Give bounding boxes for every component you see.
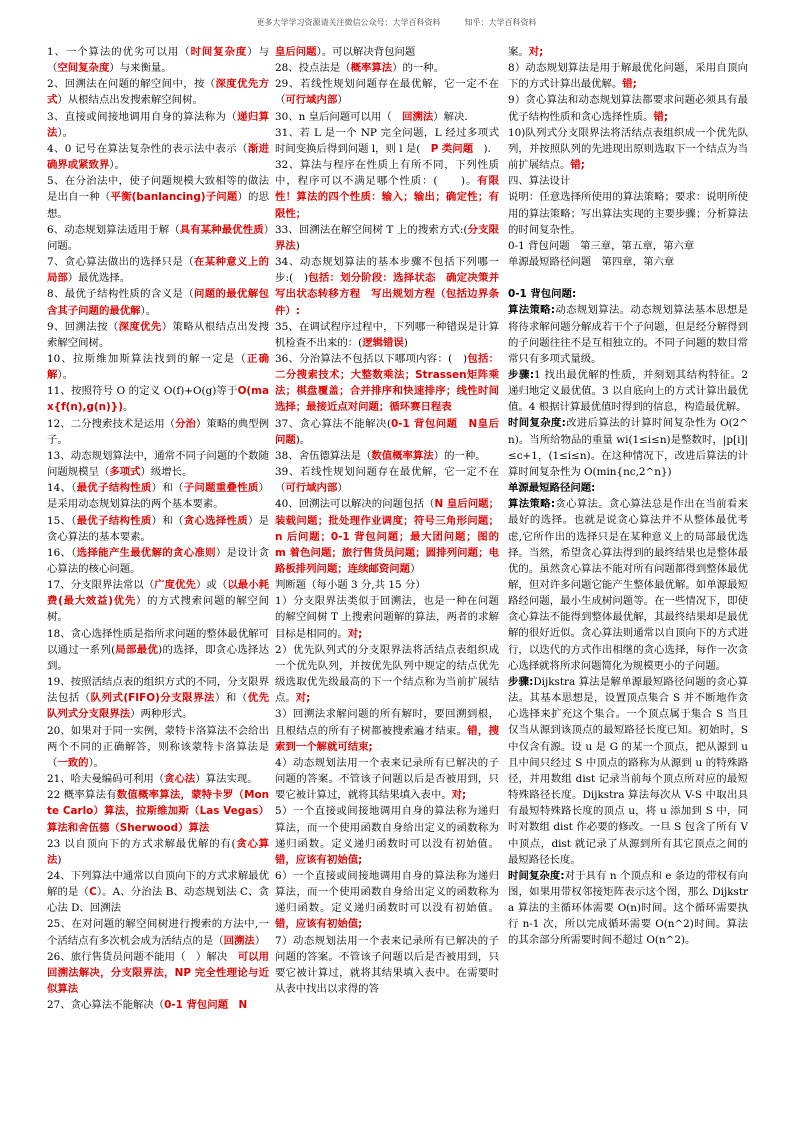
answer-text: N 皇后问题；装载问题；批处理作业调度；符号三角形问题；n 后问题；0-1 背包问题；最大团问题；图的 m 着色问题；旅行售货员问题；圆排列问题；电路板排列问题；连续邮资问题 bbox=[275, 498, 499, 575]
body-text: 0-1 背包问题 第三章，第五章，第六章 bbox=[508, 239, 695, 252]
paragraph bbox=[47, 771, 269, 787]
paragraph bbox=[275, 706, 499, 754]
answer-text: 深度优先方式 bbox=[47, 78, 269, 107]
answer-text: 皇后问题 bbox=[275, 46, 317, 58]
body-text: 6、动态规划算法适用于解（ bbox=[47, 223, 180, 236]
body-text: ）和（ bbox=[151, 482, 184, 495]
body-text: 22 概率算法有 bbox=[47, 789, 117, 802]
body-text: 5）一个直接或间接地调用自身的算法称为递归算法，而一个使用函数自身给出定义的函数称为递归函数。定义递归函数时可以没有初始值。 bbox=[275, 805, 499, 850]
body-text: Dijkstra 算法是解单源最短路径问题的贪心算法。其基本思想是，设置顶点集合 S 并不断地作贪心选择来扩充这个集合。一个顶点属于集合 S 当且仅当从源到该顶点的最短路径长度已知。初始时，S 中仅含有源。设 u 是 G 的某一个顶点，把从源到 u 且中间只经过 S 中顶点的路称为从源到 u 的特殊路径，并用数组 dist 记录当前每个顶点所对应的最短特殊路径长度。Dijkstra 算法每次从 V-S 中取出具有最短特殊路长度的顶点 u，将 u 添加到 S 中，同时对数组 dist 作必要的修改。一旦 S 包含了所有 V 中顶点，dist 就记录了从源到所有其它顶点之间的最短路径长度。 bbox=[508, 675, 748, 866]
paragraph bbox=[508, 286, 748, 302]
paragraph bbox=[47, 787, 269, 835]
body-text: ) bbox=[403, 336, 408, 349]
body-text: 36、分治算法不包括以下哪项内容：( ) bbox=[275, 352, 468, 365]
paragraph bbox=[508, 415, 748, 480]
body-text: 15、（ bbox=[47, 514, 77, 527]
body-text: ）从根结点出发搜索解空间树。 bbox=[57, 94, 203, 107]
body-text: 2）优先队列式的分支限界法将活结点表组织成一个优先队列，并按优先队列中规定的结点优先级选取优先级最高的下一个结点称为当前扩展结点。 bbox=[275, 643, 499, 705]
paragraph bbox=[47, 577, 269, 625]
bold-label: 步骤: bbox=[508, 368, 535, 381]
answer-text: P 类问题 bbox=[430, 142, 474, 155]
body-text: 说明：任意选择所使用的算法策略；要求：说明所使用的算法策略；写出算法实现的主要步骤；分析算法的时间复杂性。 bbox=[508, 191, 748, 236]
answer-text: 回溯法 bbox=[223, 934, 255, 947]
body-text: ）解决． bbox=[433, 110, 475, 123]
answer-text: 对; bbox=[451, 789, 467, 802]
paragraph bbox=[275, 44, 499, 60]
answer-text: 对; bbox=[295, 692, 311, 705]
body-text: 3、直接或间接地调用自身的算法称为（ bbox=[47, 110, 238, 123]
answer-text: 回溯法 bbox=[402, 110, 434, 123]
paragraph bbox=[47, 836, 269, 868]
answer-text: 选择能产生最优解的贪心准则 bbox=[76, 546, 216, 559]
paragraph bbox=[275, 464, 499, 496]
body-text: 4、0 记号在算法复杂性的表示法中表示（ bbox=[47, 142, 248, 155]
paragraph bbox=[275, 76, 499, 108]
paragraph bbox=[47, 254, 269, 286]
body-text: 9、回溯法按（ bbox=[47, 320, 119, 333]
answer-text: 错; bbox=[622, 78, 637, 91]
paragraph bbox=[275, 319, 499, 351]
paragraph bbox=[275, 933, 499, 998]
body-text: ）是采用动态规划算法的两个基本要素。 bbox=[47, 482, 269, 511]
page-header: 更多大学学习资源请关注微信公众号：大学百科资料 知乎：大学百科资料 bbox=[256, 18, 537, 27]
paragraph bbox=[47, 723, 269, 771]
body-text: 34、动态规划算法的基本步骤不包括下列哪一步:( ) bbox=[275, 256, 499, 285]
body-text: ）。 bbox=[57, 126, 73, 139]
paragraph bbox=[275, 222, 499, 254]
answer-text: 包括：划分阶段：选择状态 确定决策并写出状态转移方程 写出规划方程（包括边界条件）: bbox=[275, 272, 499, 317]
paragraph bbox=[47, 513, 269, 545]
body-text: 单源最短路径问题 第四章，第六章 bbox=[508, 256, 675, 269]
paragraph bbox=[275, 254, 499, 319]
answer-text: 概率算法 bbox=[350, 62, 393, 75]
body-text: 对于具有 n 个顶点和 e 条边的带权有向图，如果用带权邻接矩阵表示这个图，那么 Dijkstra 算法的主循环体需要 O(n)时间。这个循环需要执行 n-1 次，所以完成循环需要 O(n^2)时间。算法的其余部分所需要时间不超过 O(n^2)。 bbox=[508, 869, 748, 947]
paragraph bbox=[47, 949, 269, 997]
paragraph bbox=[508, 92, 748, 124]
paragraph bbox=[275, 125, 499, 157]
body-text: ）或（ bbox=[195, 579, 228, 592]
body-text: ）。可以解决背包问题 bbox=[316, 46, 416, 58]
paragraph bbox=[275, 416, 499, 448]
body-text: 25、在对问题的解空间树进行搜索的方法中,一个活结点有多次机会成为活结点的是（ bbox=[47, 918, 269, 947]
body-text: 17、分支限界法常以（ bbox=[47, 579, 155, 592]
column-left bbox=[47, 44, 269, 1106]
body-text: 3）回溯法求解问题的所有解时，要回溯到根，且根结点的所有子树都被搜索遍才结束。 bbox=[275, 708, 499, 737]
paragraph bbox=[47, 141, 269, 173]
answer-text: 有限性！算法的四个性质：输入；输出；确定性；有限性； bbox=[275, 175, 499, 220]
answer-text: 一致的 bbox=[57, 756, 89, 769]
answer-text: 具有某种最优性质 bbox=[179, 223, 264, 236]
body-text: 27、贪心算法不能解决（ bbox=[47, 999, 165, 1012]
body-text: 12、二分搜索技术是运用（ bbox=[47, 417, 176, 430]
body-text: ）与来衡量。 bbox=[109, 62, 172, 75]
body-text: ）。 bbox=[88, 756, 105, 769]
body-text: ）与（ bbox=[47, 46, 269, 75]
body-text: 7）动态规划法用一个表来记录所有已解决的子问题的答案。不管该子问题以后是否被用到，只要它被计算过，就将其结果填入表中。在需要时从表中找出以求得的答 bbox=[275, 934, 499, 996]
answer-text: 错; bbox=[570, 159, 585, 172]
body-text: 14、（ bbox=[47, 482, 77, 495]
body-text: ) bbox=[57, 853, 62, 866]
bold-label: 时间复杂度: bbox=[508, 417, 566, 430]
answer-text: 平衡(banlancing)子问题 bbox=[110, 191, 238, 204]
paragraph bbox=[47, 76, 269, 108]
answer-text: 最优子结构性质 bbox=[76, 514, 152, 527]
paragraph bbox=[508, 302, 748, 367]
body-text: 33、回溯法在解空间树 T 上的搜索方式:( bbox=[275, 223, 468, 236]
answer-text: 分治 bbox=[175, 417, 196, 430]
body-text: 1）分支限界法类似于回溯法，也是一种在问题的解空间树 T 上搜索问题解的算法，两者的求解目标是相同的。 bbox=[275, 595, 499, 640]
paragraph bbox=[275, 157, 499, 222]
body-text: 5、在分治法中，使子问题规模大致相等的做法是出自一种（ bbox=[47, 175, 269, 204]
answer-text: C bbox=[89, 886, 97, 899]
paragraph bbox=[47, 480, 269, 512]
answer-text: 错，搜索到一个解就可结束; bbox=[275, 724, 499, 753]
body-text: ）的一种。 bbox=[392, 62, 445, 75]
body-text: 7、贪心算法做出的选择只是（ bbox=[47, 256, 194, 269]
answer-text: 问题的最优解包含其子问题的最优解 bbox=[47, 288, 269, 317]
answer-text: 错，应该有初始值; bbox=[275, 918, 363, 931]
body-text: 判断题（每小题 3 分,共 15 分） bbox=[275, 579, 426, 592]
paragraph bbox=[47, 44, 269, 76]
body-text: 动态规划算法。动态规划算法基本思想是将待求解问题分解成若干个子问题，但是经分解得到的子问题往往不是互相独立的。不同子问题的数目常常只有多项式量级。 bbox=[508, 304, 748, 365]
paragraph bbox=[47, 545, 269, 577]
paragraph bbox=[47, 448, 269, 480]
column-middle bbox=[275, 44, 499, 1106]
body-text: 40、回溯法可以解决的问题包括（ bbox=[275, 498, 435, 511]
body-text: ）。 bbox=[57, 369, 73, 382]
paragraph bbox=[508, 367, 748, 415]
paragraph bbox=[47, 222, 269, 254]
body-text: )的选择，即贪心选择达到。 bbox=[47, 643, 269, 672]
bold-label: 步骤: bbox=[508, 675, 534, 688]
paragraph bbox=[275, 496, 499, 577]
body-text: 21、哈夫曼编码可利用（ bbox=[47, 773, 165, 786]
paragraph bbox=[47, 626, 269, 674]
body-text: ）算法实现。 bbox=[195, 773, 258, 786]
answer-text: 对; bbox=[347, 627, 363, 640]
body-text: 26、旅行售货员问题不能用（ ）解决 bbox=[47, 950, 238, 963]
paragraph bbox=[275, 755, 499, 803]
body-text: 贪心算法。贪心算法总是作出在当前看来最好的选择。也就是说贪心算法并不从整体最优考虑,它所作出的选择只是在某种意义上的局部最优选择。当然，希望贪心算法得到的最终结果也是整体最优的。虽然贪心算法不能对所有问题都得到整体最优解，但对许多问题它能产生整体最优解。如单源最短路经问题，最小生成树问题等。在一些情况下，即使贪心算法不能得到整体最优解，其最终结果却是最优解的很好近似。贪心算法则通常以自顶向下的方式进行，以迭代的方式作出相继的贪心选择，每作一次贪心选择就将所求问题简化为规模更小的子问题。 bbox=[508, 498, 748, 672]
answer-text: 递归算法 bbox=[47, 110, 269, 139]
body-text: ）。 bbox=[140, 304, 157, 317]
body-text: 11、按照符号 O 的定义 O(f)+O(g)等于 bbox=[47, 385, 238, 398]
paragraph bbox=[508, 868, 748, 949]
body-text: 2、回溯法在问题的解空间中，按（ bbox=[47, 78, 216, 91]
paragraph bbox=[47, 916, 269, 948]
bold-label: 算法策略: bbox=[508, 304, 556, 317]
answer-text: 空间复杂度 bbox=[57, 62, 110, 75]
body-text: ）问题。 bbox=[47, 223, 269, 252]
answer-text: 逻辑错误 bbox=[362, 336, 404, 349]
answer-text: 深度优先 bbox=[118, 320, 162, 333]
paragraph bbox=[47, 109, 269, 141]
body-text: ） bbox=[254, 934, 266, 947]
paragraph bbox=[275, 593, 499, 641]
body-text: 8、最优子结构性质的含义是（ bbox=[47, 288, 194, 301]
answer-text: 最优子结构性质 bbox=[76, 482, 152, 495]
answer-text: 优先队列式分支限界法 bbox=[47, 692, 269, 721]
body-text: 28、投点法是（ bbox=[275, 62, 351, 75]
answer-text: 0-1 背包问题 N bbox=[164, 999, 248, 1012]
answer-text: 贪心选择性质 bbox=[183, 514, 248, 527]
body-text: 37、贪心算法不能解决( bbox=[275, 417, 391, 430]
body-text: 1、一个算法的优劣可以用（ bbox=[47, 46, 191, 58]
paragraph bbox=[47, 416, 269, 448]
body-text: 32、算法与程序在性质上有所不同，下列性质中，程序可以不满足哪个性质：( )。 bbox=[275, 159, 499, 188]
answer-text: 时间复杂度 bbox=[190, 46, 248, 58]
answer-text: 错; bbox=[653, 110, 669, 123]
paragraph bbox=[47, 674, 269, 722]
body-text: 23 以自顶向下的方式求解最优解的有( bbox=[47, 837, 236, 850]
body-text: 35、在调试程序过程中，下列哪一种错误是计算机检查不出来的：( bbox=[275, 320, 499, 349]
body-text: ） bbox=[337, 94, 348, 107]
paragraph-gap bbox=[508, 270, 748, 286]
paragraph bbox=[508, 254, 748, 270]
paragraph bbox=[508, 44, 748, 60]
body-text: 13、动态规划算法中，通常不同子问题的个数随问题规模呈（ bbox=[47, 449, 269, 479]
body-text: 19、按照活结点表的组织方式的不同，分支限界法包括（ bbox=[47, 676, 269, 705]
answer-text: 可以用回溯法解决，分支限界法，NP 完全性理论与近似算法 bbox=[47, 950, 269, 996]
answer-text: 贪心法 bbox=[164, 773, 196, 786]
body-text: ）策略的典型例子。 bbox=[47, 417, 269, 446]
column-right bbox=[508, 44, 748, 1106]
body-text: ). bbox=[473, 142, 491, 155]
answer-text: 包括：二分搜索技术；大整数乘法；Strassen矩阵乘法；棋盘覆盖；合并排序和快速排序；线性时间选择；最接近点对问题；循环赛日程表 bbox=[275, 352, 499, 414]
paragraph bbox=[508, 189, 748, 237]
body-text: 31、若 L 是一个 NP 完全问题，L 经过多项式时间变换后得到问题 l，则 l 是( bbox=[275, 126, 499, 155]
body-text: ）最优选择。 bbox=[67, 272, 131, 285]
paragraph bbox=[47, 286, 269, 318]
paragraph bbox=[275, 642, 499, 707]
answer-text: 子问题重叠性质 bbox=[183, 482, 259, 495]
body-text: 18、贪心选择性质是指所求问题的整体最优解可以通过一系列( bbox=[47, 627, 269, 656]
body-text: ）。A、分治法 B、动态规划法 C、贪心法 D、回溯法 bbox=[47, 886, 269, 915]
body-text: 四、算法设计 bbox=[508, 175, 571, 188]
bold-label: 0-1 背包问题: bbox=[508, 288, 577, 301]
answer-text: 数值概率算法，蒙特卡罗（Monte Carlo）算法，拉斯维加斯（Las Vegas）算法和舍伍德（Sherwood）算法 bbox=[47, 789, 269, 834]
paragraph bbox=[47, 997, 269, 1013]
paragraph bbox=[508, 480, 748, 496]
body-text: 16、（ bbox=[47, 546, 77, 559]
body-text: 改进后算法的计算时间复杂性为 O(2^n)。当所给物品的重量 wi(1≤i≤n)是整数时，|p[i]|≤c+1，(1≤i≤n)。在这种情况下，改进后算法的计算时间复杂性为 O(min{nc,2^n}) bbox=[508, 417, 748, 478]
answer-text: 广度优先 bbox=[154, 579, 196, 592]
body-text: 29、若线性规划问题存在最优解，它一定不在（ bbox=[275, 78, 499, 107]
answer-text: 以最小耗费(最大效益)优先 bbox=[47, 579, 269, 608]
body-text: 10、拉斯维加斯算法找到的解一定是（ bbox=[47, 352, 247, 365]
paragraph bbox=[508, 674, 748, 868]
body-text: ） bbox=[337, 482, 348, 495]
body-text: 39、若线性规划问题存在最优解，它一定不在（ bbox=[275, 466, 499, 495]
paragraph bbox=[47, 173, 269, 221]
paragraph bbox=[508, 125, 748, 173]
answer-text: 渐进确界或紧致界 bbox=[47, 142, 269, 172]
answer-text: 错，应该有初始值; bbox=[275, 853, 363, 866]
body-text: 30、n 皇后问题可以用（ bbox=[275, 110, 403, 123]
answer-text: 正确解 bbox=[47, 352, 269, 382]
body-text: ）策略从根结点出发搜索解空间树。 bbox=[47, 320, 269, 349]
paragraph bbox=[508, 60, 748, 92]
body-text: ）的方式搜索问题的解空间树。 bbox=[47, 595, 269, 624]
bold-label: 单源最短路径问题: bbox=[508, 482, 596, 495]
paragraph bbox=[47, 351, 269, 383]
paragraph bbox=[275, 448, 499, 464]
body-text: ) bbox=[295, 239, 300, 252]
answer-text: 可行域内部 bbox=[285, 94, 338, 107]
paragraph bbox=[275, 803, 499, 868]
body-text: 案。 bbox=[508, 46, 529, 58]
body-text: 8）动态规划算法是用于解最优化问题，采用自顶向下的方式计算出最优解。 bbox=[508, 62, 748, 91]
body-text: ）是设计贪心算法的核心问题。 bbox=[47, 546, 269, 575]
body-text: ）两种形式。 bbox=[130, 708, 193, 721]
body-text: 6）一个直接或间接地调用自身的算法称为递归算法，而一个使用函数自身给出定义的函数称为递归函数。定义递归函数时可以没有初始值。 bbox=[275, 869, 499, 915]
paragraph bbox=[275, 577, 499, 593]
body-text: 10)队列式分支限界法将活结点表组织成一个优先队列，并按照队列的先进现出原则选取下一个结点为当前扩展结点。 bbox=[508, 126, 748, 172]
answer-text: 队列式(FIFO)分支限界法 bbox=[90, 692, 215, 705]
bold-label: 时间复杂度: bbox=[508, 869, 565, 882]
body-text: 。 bbox=[122, 401, 134, 414]
body-text: 4）动态规划法用一个表来记录所有已解决的子问题的答案。不管该子问题以后是否被用到，只要它被计算过，就将其结果填入表中。 bbox=[275, 756, 499, 802]
body-text: 20、如果对于同一实例，蒙特卡洛算法不会给出两个不同的正确解答，则称该蒙特卡洛算法是（ bbox=[47, 724, 269, 769]
body-text: ）的一种。 bbox=[433, 449, 486, 462]
paragraph bbox=[275, 868, 499, 933]
body-text: ）。 bbox=[109, 159, 125, 172]
answer-text: 在某种意义上的局部 bbox=[47, 256, 269, 285]
answer-text: 分支限界法 bbox=[275, 223, 499, 252]
answer-text: 贪心算法 bbox=[47, 837, 269, 866]
paragraph bbox=[275, 60, 499, 76]
body-text: )。 bbox=[295, 433, 311, 446]
paragraph bbox=[275, 351, 499, 416]
answer-text: 可行域内部 bbox=[285, 482, 338, 495]
answer-text: 数值概率算法 bbox=[371, 449, 434, 462]
body-text: 1 找出最优解的性质，并刻划其结构特征。2 递归地定义最优值。3 以自底向上的方式计算出最优值。4 根据计算最优值时得到的信息，构造最优解。 bbox=[508, 368, 748, 414]
body-text: ） bbox=[410, 563, 421, 575]
body-text: 24、下列算法中通常以自顶向下的方式求解最优解的是（ bbox=[47, 869, 269, 899]
answer-text: 对; bbox=[528, 46, 544, 58]
body-text: ）的思想。 bbox=[47, 191, 269, 220]
paragraph bbox=[508, 173, 748, 189]
paragraph bbox=[47, 383, 269, 415]
paragraph bbox=[508, 496, 748, 674]
bold-label: 算法策略: bbox=[508, 498, 556, 511]
paragraph bbox=[47, 868, 269, 916]
body-text: ）级增长。 bbox=[140, 466, 193, 479]
paragraph bbox=[275, 109, 499, 125]
answer-text: 局部最优 bbox=[115, 643, 159, 656]
paragraph bbox=[47, 319, 269, 351]
body-text: ）是贪心算法的基本要素。 bbox=[47, 514, 269, 543]
body-text: 38、舍伍德算法是（ bbox=[275, 449, 372, 462]
body-text: ）和（ bbox=[214, 692, 248, 705]
answer-text: O(max{f(n),g(n)}) bbox=[47, 385, 269, 414]
body-text: ）和（ bbox=[151, 514, 184, 527]
body-text: 9）贪心算法和动态规划算法都要求问题必须具有最优子结构性质和贪心选择性质。 bbox=[508, 94, 748, 123]
paragraph bbox=[508, 238, 748, 254]
answer-text: 多项式 bbox=[109, 466, 141, 479]
answer-text: 0-1 背包问题 N皇后问题 bbox=[275, 417, 499, 446]
